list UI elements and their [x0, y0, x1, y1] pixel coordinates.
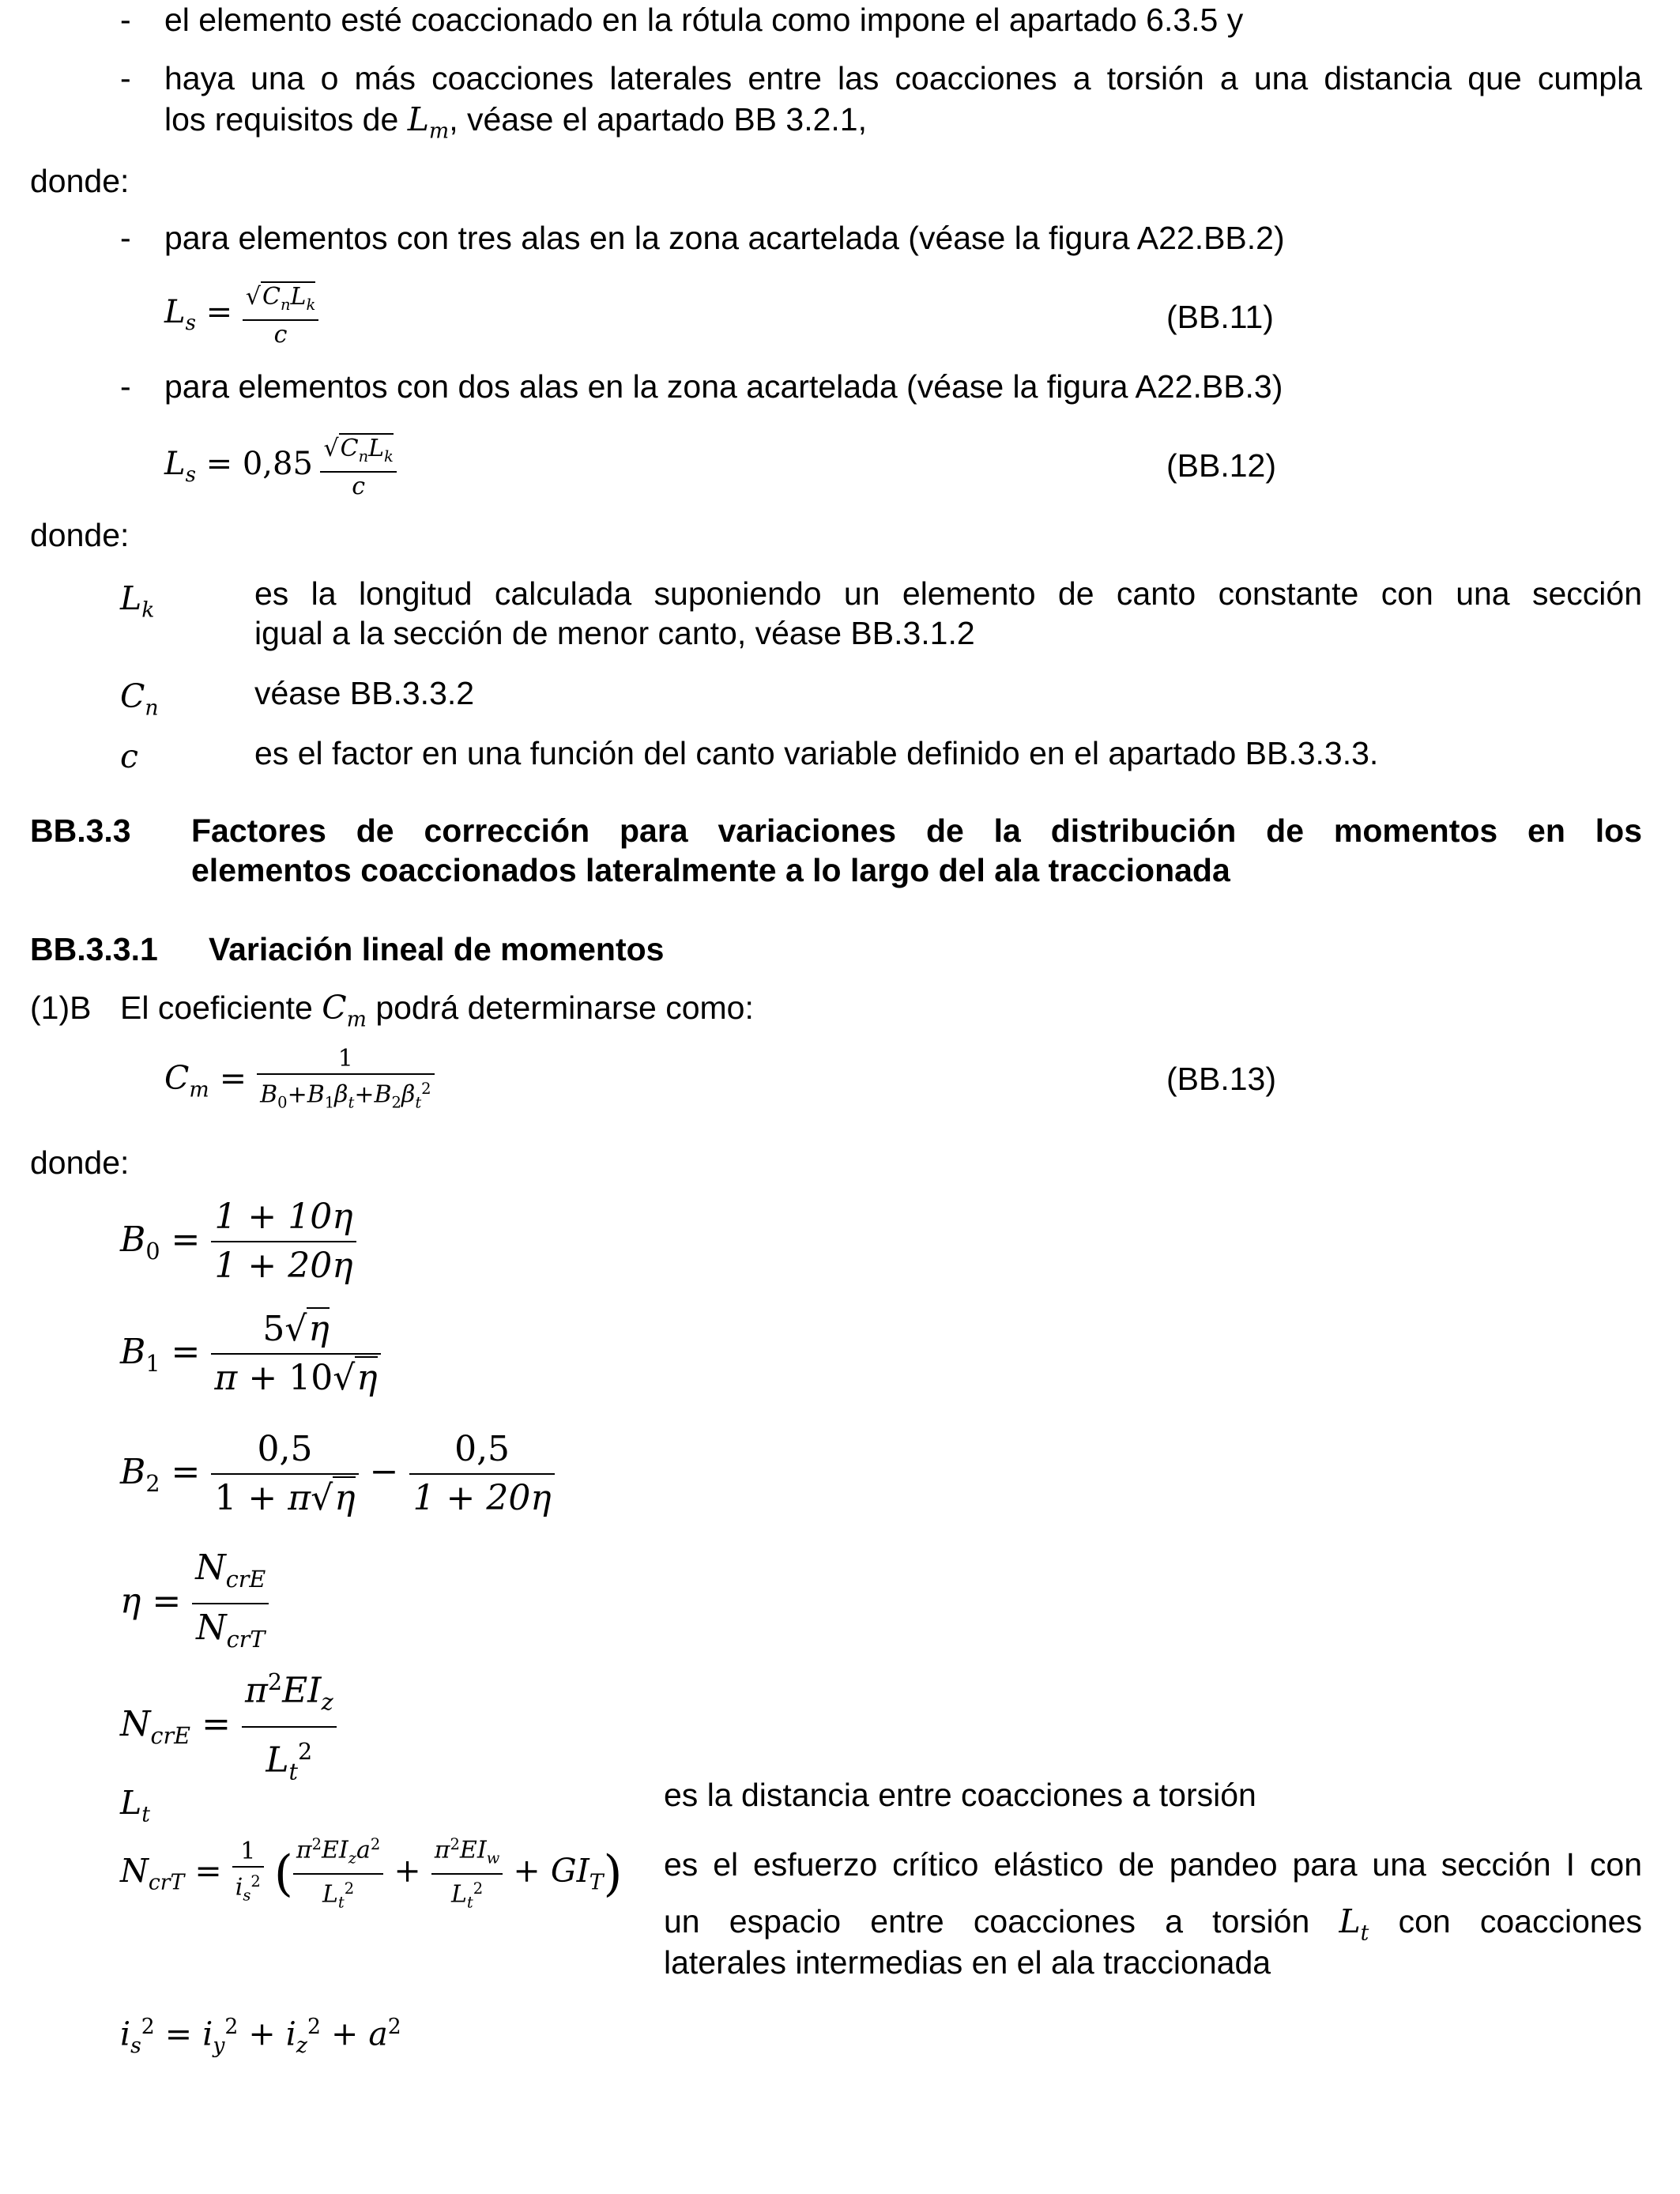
- bullet-dash: -: [120, 368, 131, 405]
- donde-label: donde:: [30, 1144, 130, 1181]
- donde-label: donde:: [30, 163, 130, 199]
- definition-Cn: véase BB.3.3.2: [254, 675, 475, 711]
- section-title-line1: Factores de corrección para variaciones de la distribución de momentos en los: [191, 812, 1642, 849]
- equation-bb13: $C_m$ = $\frac{1}{B_0+B_1\beta_t+B_2\beta_t^2}$: [164, 1045, 435, 1118]
- section-title-line2: elementos coaccionados lateralmente a lo largo del ala traccionada: [191, 852, 1230, 888]
- formula-B2: $B_2$ = $\frac{0,5}{1 + \pi√\eta}$ − $\frac{0,5}{1 + 20\eta}$: [120, 1426, 555, 1522]
- bullet-dash: -: [120, 2, 131, 38]
- bullet-dash: -: [120, 60, 131, 96]
- definition-NcrT-line2: un espacio entre coacciones a torsión $L_t$ con coacciones: [664, 1902, 1642, 1946]
- subsection-number: BB.3.3.1: [30, 931, 158, 967]
- definition-c: es el factor en una función del canto variable definido en el apartado BB.3.3.3.: [254, 735, 1379, 771]
- definition-Lk-line1: es la longitud calculada suponiendo un elemento de canto constante con una sección: [254, 575, 1642, 612]
- definition-Lk-line2: igual a la sección de menor canto, véase BB.3.1.2: [254, 615, 975, 651]
- definition-Lt: es la distancia entre coacciones a torsión: [664, 1777, 1256, 1813]
- case-three-flanges-text: para elementos con tres alas en la zona acartelada (véase la figura A22.BB.2): [164, 220, 1285, 256]
- equation-bb11: $L_s$ = $\frac{√C_nL_k}{c}$: [164, 283, 318, 349]
- formula-NcrT: $N_{crT}$ = $\frac{1}{i_s^2}$ ( $\frac{\pi^2EI_za^2}{L_t^2}$ + $\frac{\pi^2EI_w}{L_t^2}$ + $GI_T$): [120, 1830, 623, 1917]
- formula-NcrE: $N_{crE}$ = $\frac{\pi^2EI_z}{L_t^2}$: [120, 1658, 337, 1795]
- clause-number: (1)B: [30, 990, 92, 1026]
- definition-NcrT-line1: es el esfuerzo crítico elástico de pandeo para una sección I con: [664, 1846, 1642, 1883]
- subsection-title: Variación lineal de momentos: [209, 931, 665, 967]
- equation-number-bb11: (BB.11): [1166, 299, 1274, 335]
- donde-label: donde:: [30, 517, 130, 553]
- equation-bb12: $L_s = 0,85$ $\frac{√C_nL_k}{c}$: [164, 435, 397, 501]
- definition-NcrT-line3: laterales intermedias en el ala traccionada: [664, 1944, 1271, 1981]
- formula-B0: $B_0$ = $\frac{1 + 10\eta}{1 + 20\eta}$: [120, 1193, 356, 1290]
- case-two-flanges-text: para elementos con dos alas en la zona acartelada (véase la figura A22.BB.3): [164, 368, 1283, 405]
- bullet-text-coacciones-line1: haya una o más coacciones laterales entre las coacciones a torsión a una distancia que cumpla: [164, 60, 1642, 96]
- bullet-dash: -: [120, 220, 131, 256]
- symbol-Lt: $L_t$: [120, 1784, 150, 1827]
- symbol-Cn: $C_n$: [120, 677, 159, 721]
- equation-number-bb12: (BB.12): [1166, 447, 1276, 484]
- clause-text: El coeficiente $C_m$ podrá determinarse como:: [120, 989, 754, 1032]
- bullet-text-coacciones-line2: los requisitos de $L_m$, véase el apartado BB 3.2.1,: [164, 100, 867, 144]
- section-number: BB.3.3: [30, 812, 131, 849]
- formula-is2: $i_s^2 = i_y^2 + i_z^2 + a^2$: [120, 2015, 401, 2058]
- bullet-text-rotula: el elemento esté coaccionado en la rótula como impone el apartado 6.3.5 y: [164, 2, 1244, 38]
- formula-B1: $B_1$ = $\frac{5√\eta}{\pi + 10√\eta}$: [120, 1306, 381, 1402]
- equation-number-bb13: (BB.13): [1166, 1061, 1276, 1097]
- symbol-Lk: $L_k$: [120, 579, 155, 623]
- formula-eta: η = $\frac{N_{crE}}{N_{crT}}$: [120, 1544, 269, 1663]
- symbol-c: c: [120, 737, 138, 775]
